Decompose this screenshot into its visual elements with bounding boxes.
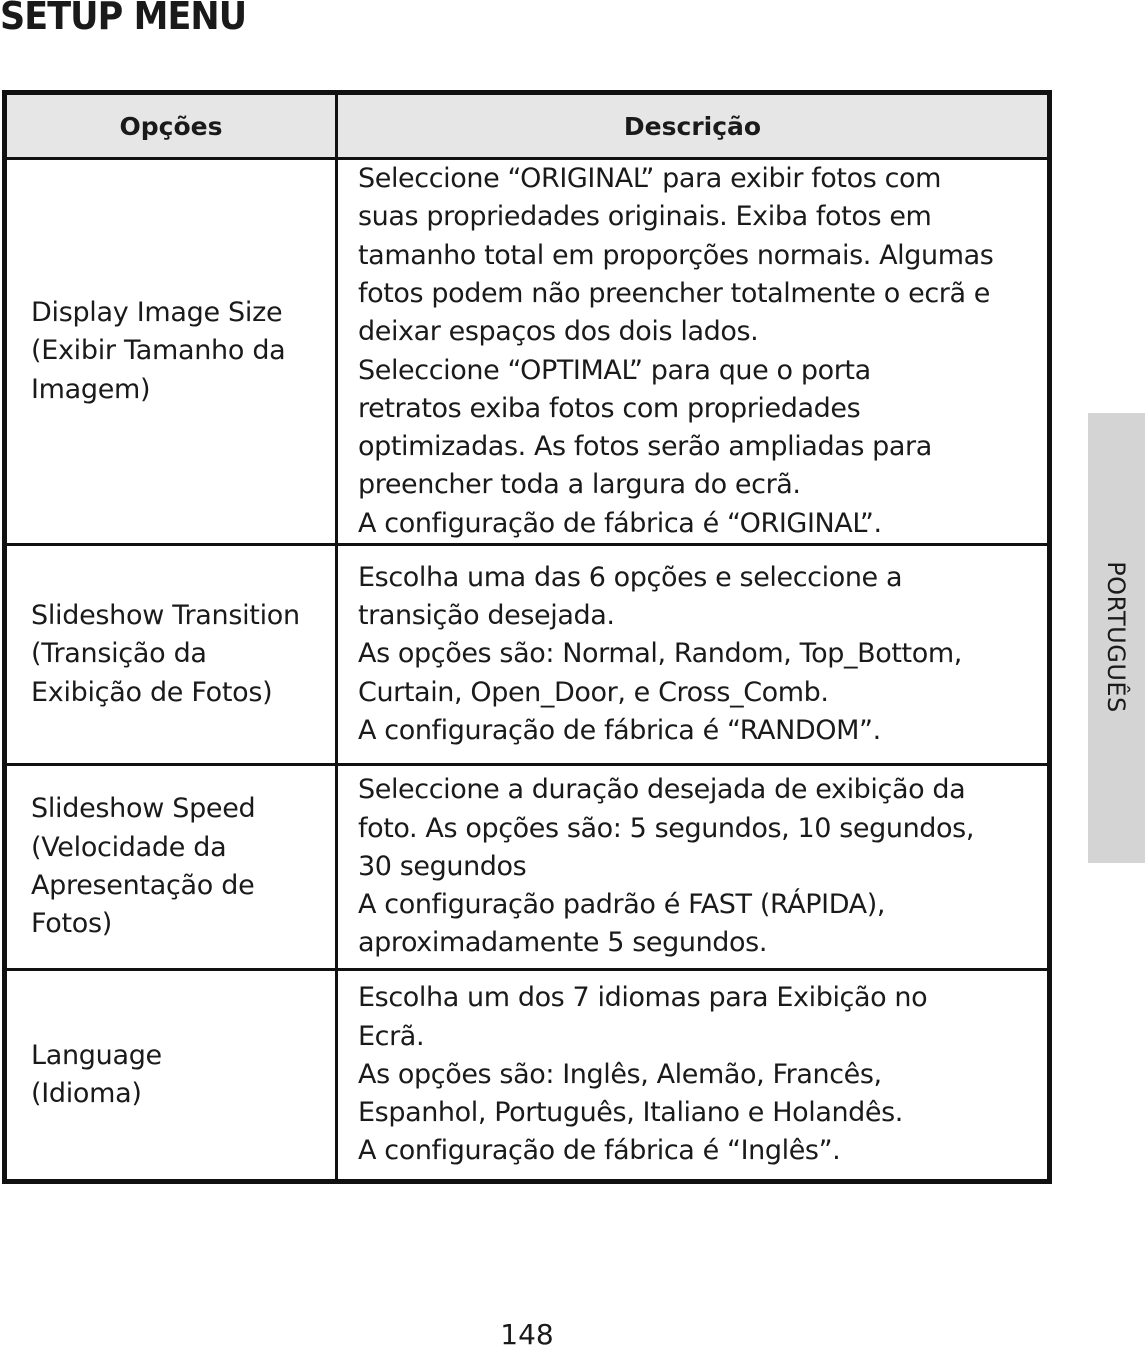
description-line: Escolha um dos 7 idiomas para Exibição no	[358, 982, 928, 1014]
description-line: Seleccione “OPTIMAL” para que o porta	[358, 354, 871, 386]
description-line: 30 segundos	[358, 850, 527, 882]
option-cell	[5, 970, 337, 1182]
option-line: Exibição de Fotos)	[31, 676, 273, 708]
description-line: transição desejada.	[358, 600, 615, 632]
option-line: (Exibir Tamanho da	[31, 335, 286, 367]
description-line: As opções são: Inglês, Alemão, Francês,	[358, 1058, 882, 1090]
description-line: Seleccione “ORIGINAL” para exibir fotos com	[358, 163, 942, 195]
description-line: Ecrã.	[358, 1020, 425, 1052]
page-title: SETUP MENU	[0, 0, 247, 38]
side-tab-label: PORTUGUÊS	[1102, 561, 1130, 713]
description-line: Seleccione a duração desejada de exibição da	[358, 774, 966, 806]
description-line: Espanhol, Português, Italiano e Holandês.	[358, 1097, 903, 1129]
column-header-options: Opções	[5, 93, 337, 159]
description-line: foto. As opções são: 5 segundos, 10 segundos,	[358, 812, 975, 844]
table-header-row	[5, 93, 1050, 159]
description-cell	[337, 159, 1050, 545]
description-line: tamanho total em proporções normais. Algumas	[358, 239, 994, 271]
option-cell	[5, 159, 337, 545]
description-line: Curtain, Open_Door, e Cross_Comb.	[358, 676, 829, 708]
description-line: A configuração de fábrica é “ORIGINAL”.	[358, 507, 882, 539]
description-cell	[337, 545, 1050, 765]
description-line: suas propriedades originais. Exiba fotos em	[358, 201, 932, 233]
description-line: A configuração de fábrica é “Inglês”.	[358, 1135, 841, 1167]
table-row-slideshow-speed	[5, 765, 1050, 970]
table-row-language	[5, 970, 1050, 1182]
description-line: As opções são: Normal, Random, Top_Bottom,	[358, 638, 962, 670]
table-row-slideshow-transition	[5, 545, 1050, 765]
option-line: Imagem)	[31, 373, 151, 405]
option-line: Display Image Size	[31, 297, 283, 329]
option-line: Apresentação de	[31, 870, 255, 901]
option-line: Slideshow Transition	[31, 600, 300, 632]
setup-menu-table	[2, 90, 1052, 1184]
option-line: Fotos)	[31, 908, 112, 940]
table-row-display-image-size	[5, 159, 1050, 545]
option-line: (Velocidade da	[31, 831, 227, 863]
option-line: Language	[31, 1039, 162, 1071]
option-cell	[5, 765, 337, 970]
description-line: A configuração de fábrica é “RANDOM”.	[358, 714, 881, 746]
column-header-description: Descrição	[337, 93, 1050, 159]
option-line: (Transição da	[31, 638, 207, 670]
description-line: deixar espaços dos dois lados.	[358, 316, 759, 348]
option-line: Slideshow Speed	[31, 793, 256, 825]
description-line: aproximadamente 5 segundos.	[358, 927, 768, 959]
description-line: A configuração padrão é FAST (RÁPIDA),	[358, 889, 886, 921]
description-cell	[337, 970, 1050, 1182]
description-line: Escolha uma das 6 opções e seleccione a	[358, 561, 903, 593]
description-line: fotos podem não preencher totalmente o ecrã e	[358, 277, 991, 309]
description-cell	[337, 765, 1050, 970]
description-line: retratos exiba fotos com propriedades	[358, 392, 861, 424]
option-line: (Idioma)	[31, 1078, 142, 1109]
description-line: preencher toda a largura do ecrã.	[358, 469, 801, 501]
page-number: 148	[500, 1318, 554, 1351]
description-line: optimizadas. As fotos serão ampliadas para	[358, 431, 932, 463]
option-cell	[5, 545, 337, 765]
